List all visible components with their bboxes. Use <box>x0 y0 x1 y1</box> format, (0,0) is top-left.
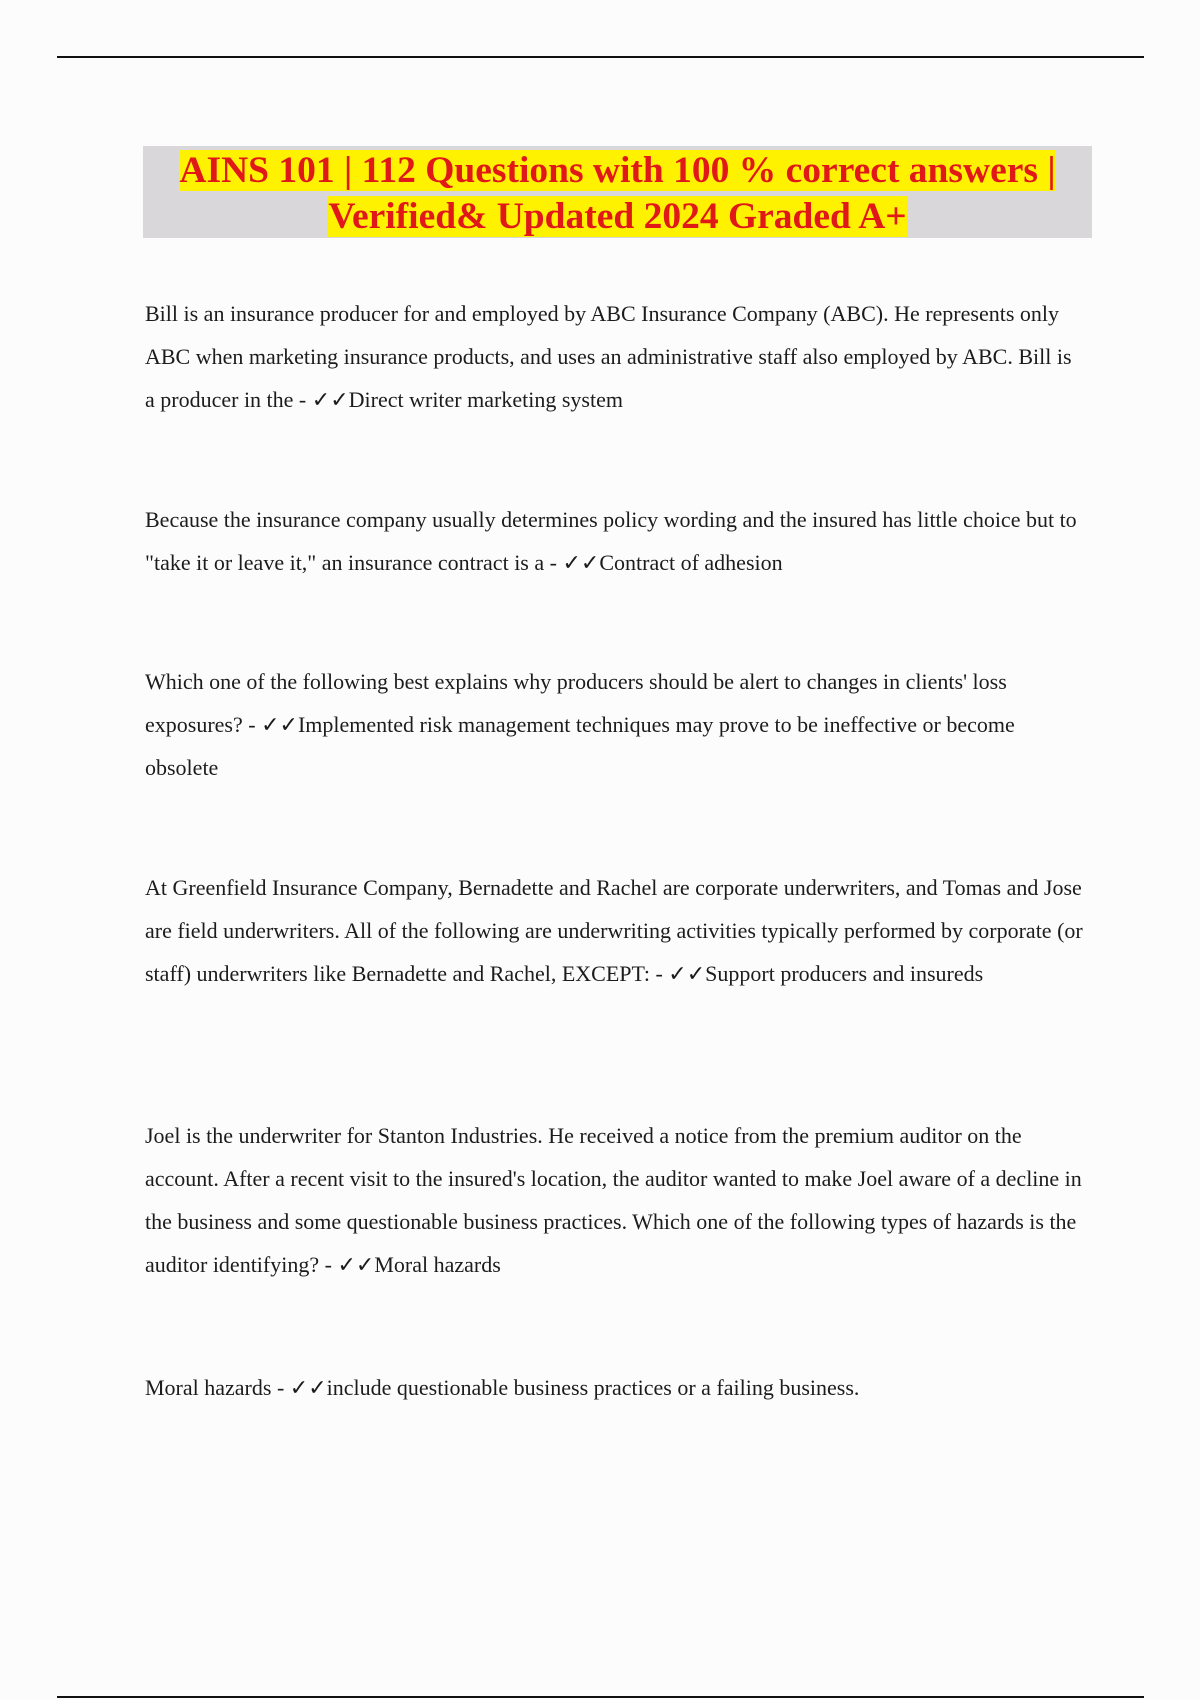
qa-item <box>145 866 1085 995</box>
qa-item <box>145 1114 1085 1286</box>
document-title: AINS 101 | 112 Questions with 100 % correct answers | Verified& Updated 2024 Graded A+ <box>179 150 1056 237</box>
qa-item <box>145 498 1085 584</box>
question-text: Bill is an insurance producer for and employed by ABC Insurance Company (ABC). He represents only ABC when marketing insurance products, and uses an administrative staff also employed by ABC. Bill is a producer in the - <box>145 301 1072 412</box>
qa-item <box>145 1366 1085 1409</box>
check-mark-icon: ✓✓ <box>261 712 298 737</box>
answer-text: Direct writer marketing system <box>348 387 623 412</box>
qa-item <box>145 660 1085 789</box>
check-mark-icon: ✓✓ <box>562 550 600 575</box>
question-text: Which one of the following best explains why producers should be alert to changes in clients' loss exposures? - <box>145 669 1007 737</box>
header-rule <box>57 56 1144 58</box>
answer-text: Moral hazards <box>374 1252 501 1277</box>
question-text: Joel is the underwriter for Stanton Industries. He received a notice from the premium auditor on the account. After a recent visit to the insured's location, the auditor wanted to make Joel aware of a decline in the business and some questionable business practices. Which one of the following types of hazards is the auditor identifying? - <box>145 1123 1082 1277</box>
footer-rule <box>57 1696 1144 1698</box>
answer-text: Contract of adhesion <box>599 550 783 575</box>
question-text: Because the insurance company usually determines policy wording and the insured has little choice but to "take it or leave it," an insurance contract is a - <box>145 507 1077 575</box>
qa-item <box>145 292 1085 421</box>
document-title-banner <box>143 146 1092 238</box>
question-text: Moral hazards - <box>145 1375 290 1400</box>
check-mark-icon: ✓✓ <box>668 961 706 986</box>
check-mark-icon: ✓✓ <box>289 1375 327 1400</box>
check-mark-icon: ✓✓ <box>311 387 349 412</box>
question-text: At Greenfield Insurance Company, Bernadette and Rachel are corporate underwriters, and Tomas and Jose are field underwriters. All of the following are underwriting activities typically performed by corporate (or staff) underwriters like Bernadette and Rachel, EXCEPT: - <box>145 875 1083 986</box>
answer-text: Implemented risk management techniques may prove to be ineffective or become obsolete <box>145 712 1015 780</box>
check-mark-icon: ✓✓ <box>337 1252 375 1277</box>
answer-text: include questionable business practices or a failing business. <box>326 1375 860 1400</box>
answer-text: Support producers and insureds <box>705 961 984 986</box>
